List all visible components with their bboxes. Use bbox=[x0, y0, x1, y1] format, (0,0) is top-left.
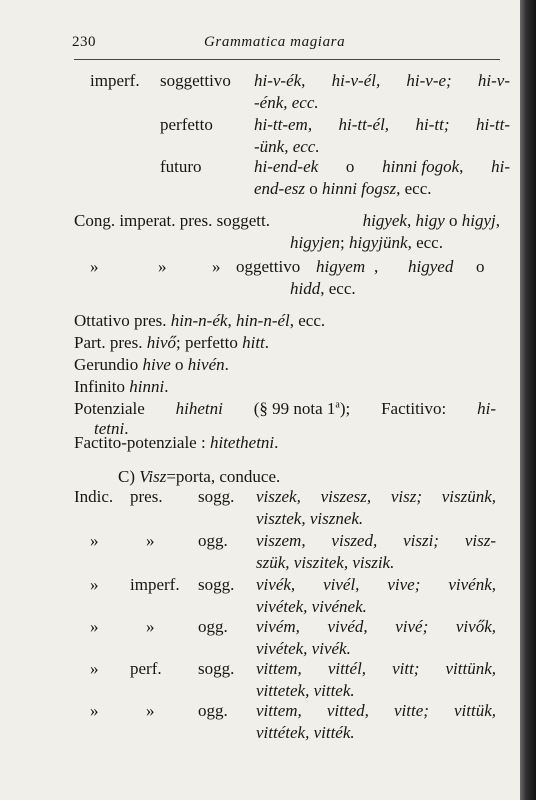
conj-col-tense: pres. bbox=[130, 487, 163, 506]
cong-line-1 bbox=[74, 210, 500, 232]
conj-col-tense: perf. bbox=[130, 659, 162, 678]
perfetto-label: perfetto bbox=[160, 115, 213, 134]
cong-or: o bbox=[476, 257, 485, 276]
conj-col-mood: » bbox=[90, 659, 99, 678]
perfetto-forms-cont: -ünk, ecc. bbox=[254, 137, 320, 156]
conj-col-voice: ogg. bbox=[198, 531, 228, 550]
conj-col-voice: ogg. bbox=[198, 701, 228, 720]
ditto-mark: » bbox=[158, 257, 167, 276]
conjugation-row bbox=[0, 574, 500, 596]
conj-forms-cont: visztek, visznek. bbox=[256, 509, 364, 528]
conj-col-tense: » bbox=[146, 701, 155, 720]
conj-col-voice: sogg. bbox=[198, 659, 235, 678]
futuro-forms bbox=[254, 156, 510, 178]
conjugation-row bbox=[0, 486, 500, 508]
ditto-mark: » bbox=[212, 257, 221, 276]
conj-col-mood: » bbox=[90, 575, 99, 594]
page-number: 230 bbox=[72, 34, 96, 50]
conj-col-tense: imperf. bbox=[130, 575, 180, 594]
conjugation-row bbox=[0, 700, 500, 722]
page-header bbox=[72, 34, 512, 56]
comma: , bbox=[374, 257, 379, 276]
running-title: Grammatica magiara bbox=[204, 34, 346, 50]
cong-ogg-form-2: higyed bbox=[408, 257, 454, 276]
futuro-form-5: hinni fogsz bbox=[321, 179, 397, 198]
conj-forms: vittem, vitted, vitte; vittük, bbox=[256, 701, 496, 720]
conj-col-voice: ogg. bbox=[198, 617, 228, 636]
conj-col-tense: » bbox=[146, 531, 155, 550]
conj-forms: viszek, viszesz, visz; viszünk, bbox=[256, 487, 496, 506]
potenziale-cont: tetni. bbox=[94, 419, 129, 438]
futuro-form-1: hi-end-ek bbox=[254, 157, 319, 176]
conj-forms: vivék, vivél, vive; vivénk, bbox=[256, 575, 496, 594]
conjugation-row bbox=[0, 658, 500, 680]
ottativo-line: Ottativo pres. hin-n-ék, hin-n-él, ecc. bbox=[74, 311, 326, 330]
header-rule bbox=[74, 59, 500, 60]
cong-line-2: higyjen; higyjünk, ecc. bbox=[290, 233, 443, 252]
cong-ogg-line bbox=[90, 256, 490, 278]
futuro-ecc: , ecc. bbox=[396, 179, 432, 198]
ditto-mark: » bbox=[90, 257, 99, 276]
futuro-form-3: hi- bbox=[491, 157, 510, 176]
perfetto-line-1 bbox=[160, 114, 510, 136]
conj-col-mood: » bbox=[90, 617, 99, 636]
perfetto-forms: hi-tt-em, hi-tt-él, hi-tt; hi-tt- bbox=[254, 115, 510, 134]
conjugation-row bbox=[0, 530, 500, 552]
book-page-edge bbox=[520, 0, 536, 800]
factito-line: Factito-potenziale : hitethetni. bbox=[74, 433, 279, 452]
conj-forms-cont: vittetek, vittek. bbox=[256, 681, 355, 700]
futuro-line-1 bbox=[160, 156, 510, 178]
futuro-or: o bbox=[345, 157, 355, 176]
imperf-line-1 bbox=[90, 70, 510, 92]
conj-col-voice: sogg. bbox=[198, 575, 235, 594]
futuro-form-2: hinni fogok bbox=[382, 157, 460, 176]
futuro-comma: , bbox=[459, 157, 464, 176]
conj-forms: vittem, vittél, vitt; vittünk, bbox=[256, 659, 496, 678]
futuro-label: futuro bbox=[160, 157, 202, 176]
conj-forms-cont: vittétek, vitték. bbox=[256, 723, 355, 742]
conjugation-row bbox=[0, 616, 500, 638]
conj-forms-cont: vivétek, vivének. bbox=[256, 597, 367, 616]
conj-forms: vivém, vivéd, vivé; vivők, bbox=[256, 617, 496, 636]
conj-forms-cont: szük, viszitek, viszik. bbox=[256, 553, 395, 572]
futuro-or-2: o bbox=[309, 179, 318, 198]
infinito-line: Infinito hinni. bbox=[74, 377, 169, 396]
gerundio-line: Gerundio hive o hivén. bbox=[74, 355, 229, 374]
imperf-label: imperf. bbox=[90, 71, 140, 90]
futuro-line-2 bbox=[254, 178, 432, 200]
conj-col-mood: Indic. bbox=[74, 487, 114, 506]
conj-col-mood: » bbox=[90, 531, 99, 550]
participio-line: Part. pres. hivő; perfetto hitt. bbox=[74, 333, 270, 352]
conj-col-voice: sogg. bbox=[198, 487, 235, 506]
cong-forms: higyek, higy o higyj, bbox=[362, 211, 500, 230]
conj-col-tense: » bbox=[146, 617, 155, 636]
visz-heading: C) Visz=porta, conduce. bbox=[118, 467, 281, 486]
potenziale-line: Potenziale hihetni (§ 99 nota 1$^a$); Factitivo: hi- bbox=[74, 399, 496, 418]
cong-ogg-line-2: hidd, ecc. bbox=[290, 279, 356, 298]
imperf-forms: hi-v-ék, hi-v-él, hi-v-e; hi-v- bbox=[254, 71, 510, 90]
imperf-forms-cont: -énk, ecc. bbox=[254, 93, 319, 112]
cong-ogg-form-1: higyem bbox=[316, 257, 366, 276]
soggettivo-label: soggettivo bbox=[160, 71, 231, 90]
conj-col-mood: » bbox=[90, 701, 99, 720]
oggettivo-label: oggettivo bbox=[236, 257, 301, 276]
futuro-form-4: end-esz bbox=[254, 179, 305, 198]
conj-forms-cont: vivétek, vivék. bbox=[256, 639, 351, 658]
conj-forms: viszem, viszed, viszi; visz- bbox=[256, 531, 496, 550]
cong-label: Cong. imperat. pres. soggett. bbox=[74, 211, 270, 230]
